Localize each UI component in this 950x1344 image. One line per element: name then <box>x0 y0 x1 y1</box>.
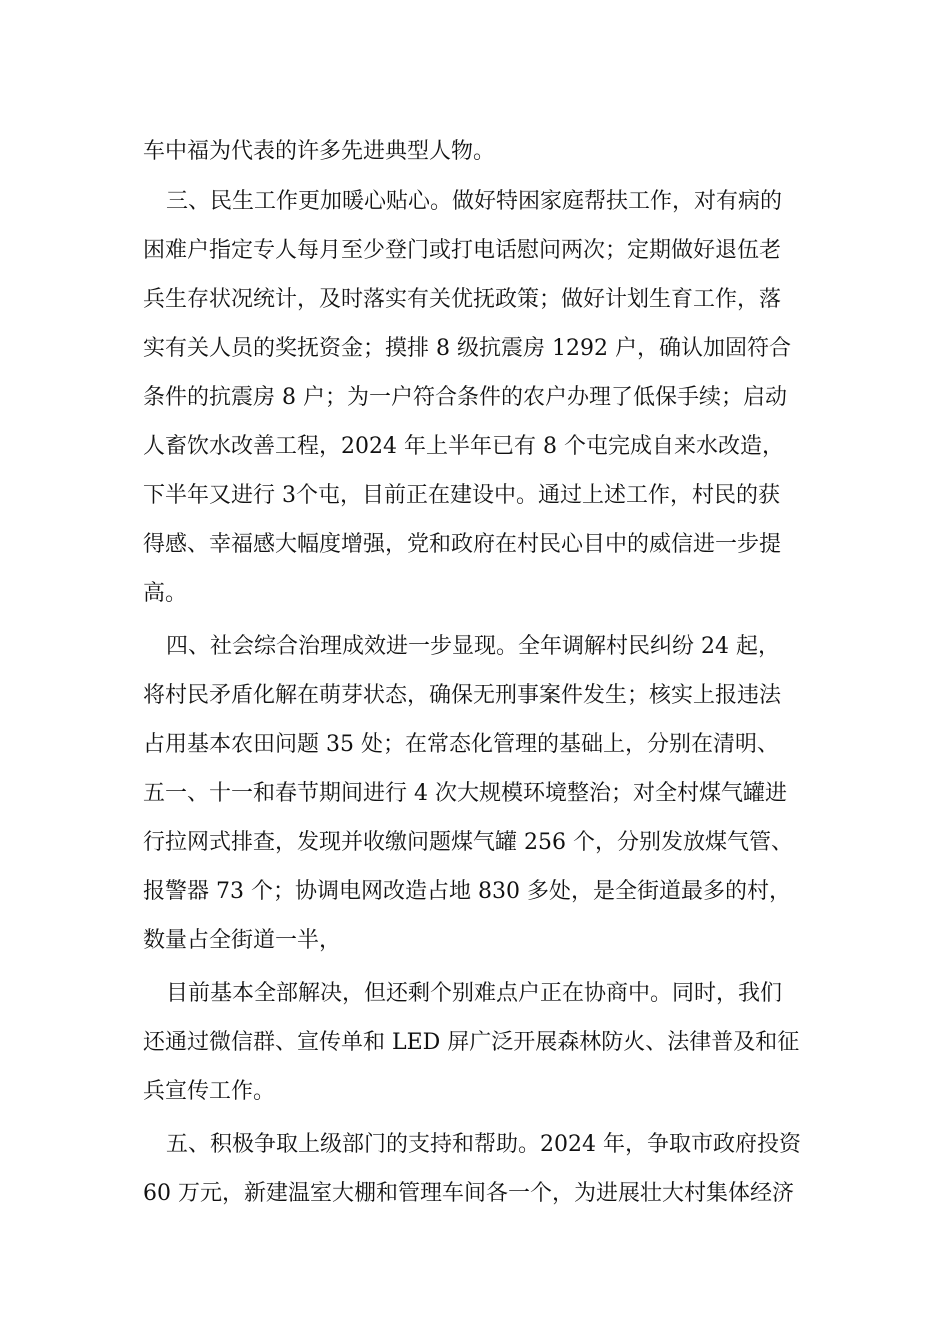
text-line: 数量占全街道一半， <box>143 928 342 953</box>
section-five-heading-line: 五、积极争取上级部门的支持和帮助。2024 年，争取市政府投资 <box>166 1132 801 1157</box>
text-line: 还通过微信群、宣传单和 LED 屏广泛开展森林防火、法律普及和征 <box>143 1030 800 1055</box>
text-line: 下半年又进行 3个屯，目前正在建设中。通过上述工作，村民的获 <box>143 483 780 508</box>
section-three-heading-line: 三、民生工作更加暖心贴心。做好特困家庭帮扶工作，对有病的 <box>166 189 783 214</box>
text-line: 车中福为代表的许多先进典型人物。 <box>143 139 496 164</box>
text-line: 兵宣传工作。 <box>143 1079 276 1104</box>
text-line: 目前基本全部解决，但还剩个别难点户正在协商中。同时，我们 <box>166 981 783 1006</box>
text-line: 占用基本农田问题 35 处；在常态化管理的基础上，分别在清明、 <box>143 732 779 757</box>
text-line: 报警器 73 个；协调电网改造占地 830 多处，是全街道最多的村， <box>143 879 791 904</box>
text-line: 兵生存状况统计，及时落实有关优抚政策；做好计划生育工作，落 <box>143 287 782 312</box>
text-line: 60 万元，新建温室大棚和管理车间各一个，为进展壮大村集体经济 <box>143 1181 794 1206</box>
text-line: 五一、十一和春节期间进行 4 次大规模环境整治；对全村煤气罐进 <box>143 781 787 806</box>
text-line: 困难户指定专人每月至少登门或打电话慰问两次；定期做好退伍老 <box>143 238 782 263</box>
text-line: 人畜饮水改善工程，2024 年上半年已有 8 个屯完成自来水改造， <box>143 434 784 459</box>
text-line: 高。 <box>143 581 188 606</box>
text-line: 将村民矛盾化解在萌芽状态，确保无刑事案件发生；核实上报违法 <box>143 683 782 708</box>
text-line: 条件的抗震房 8 户；为一户符合条件的农户办理了低保手续；启动 <box>143 385 787 410</box>
text-line: 实有关人员的奖抚资金；摸排 8 级抗震房 1292 户，确认加固符合 <box>143 336 791 361</box>
text-line: 得感、幸福感大幅度增强，党和政府在村民心目中的威信进一步提 <box>143 532 782 557</box>
text-line: 行拉网式排查，发现并收缴问题煤气罐 256 个，分别发放煤气管、 <box>143 830 793 855</box>
section-four-heading-line: 四、社会综合治理成效进一步显现。全年调解村民纠纷 24 起， <box>166 634 780 659</box>
